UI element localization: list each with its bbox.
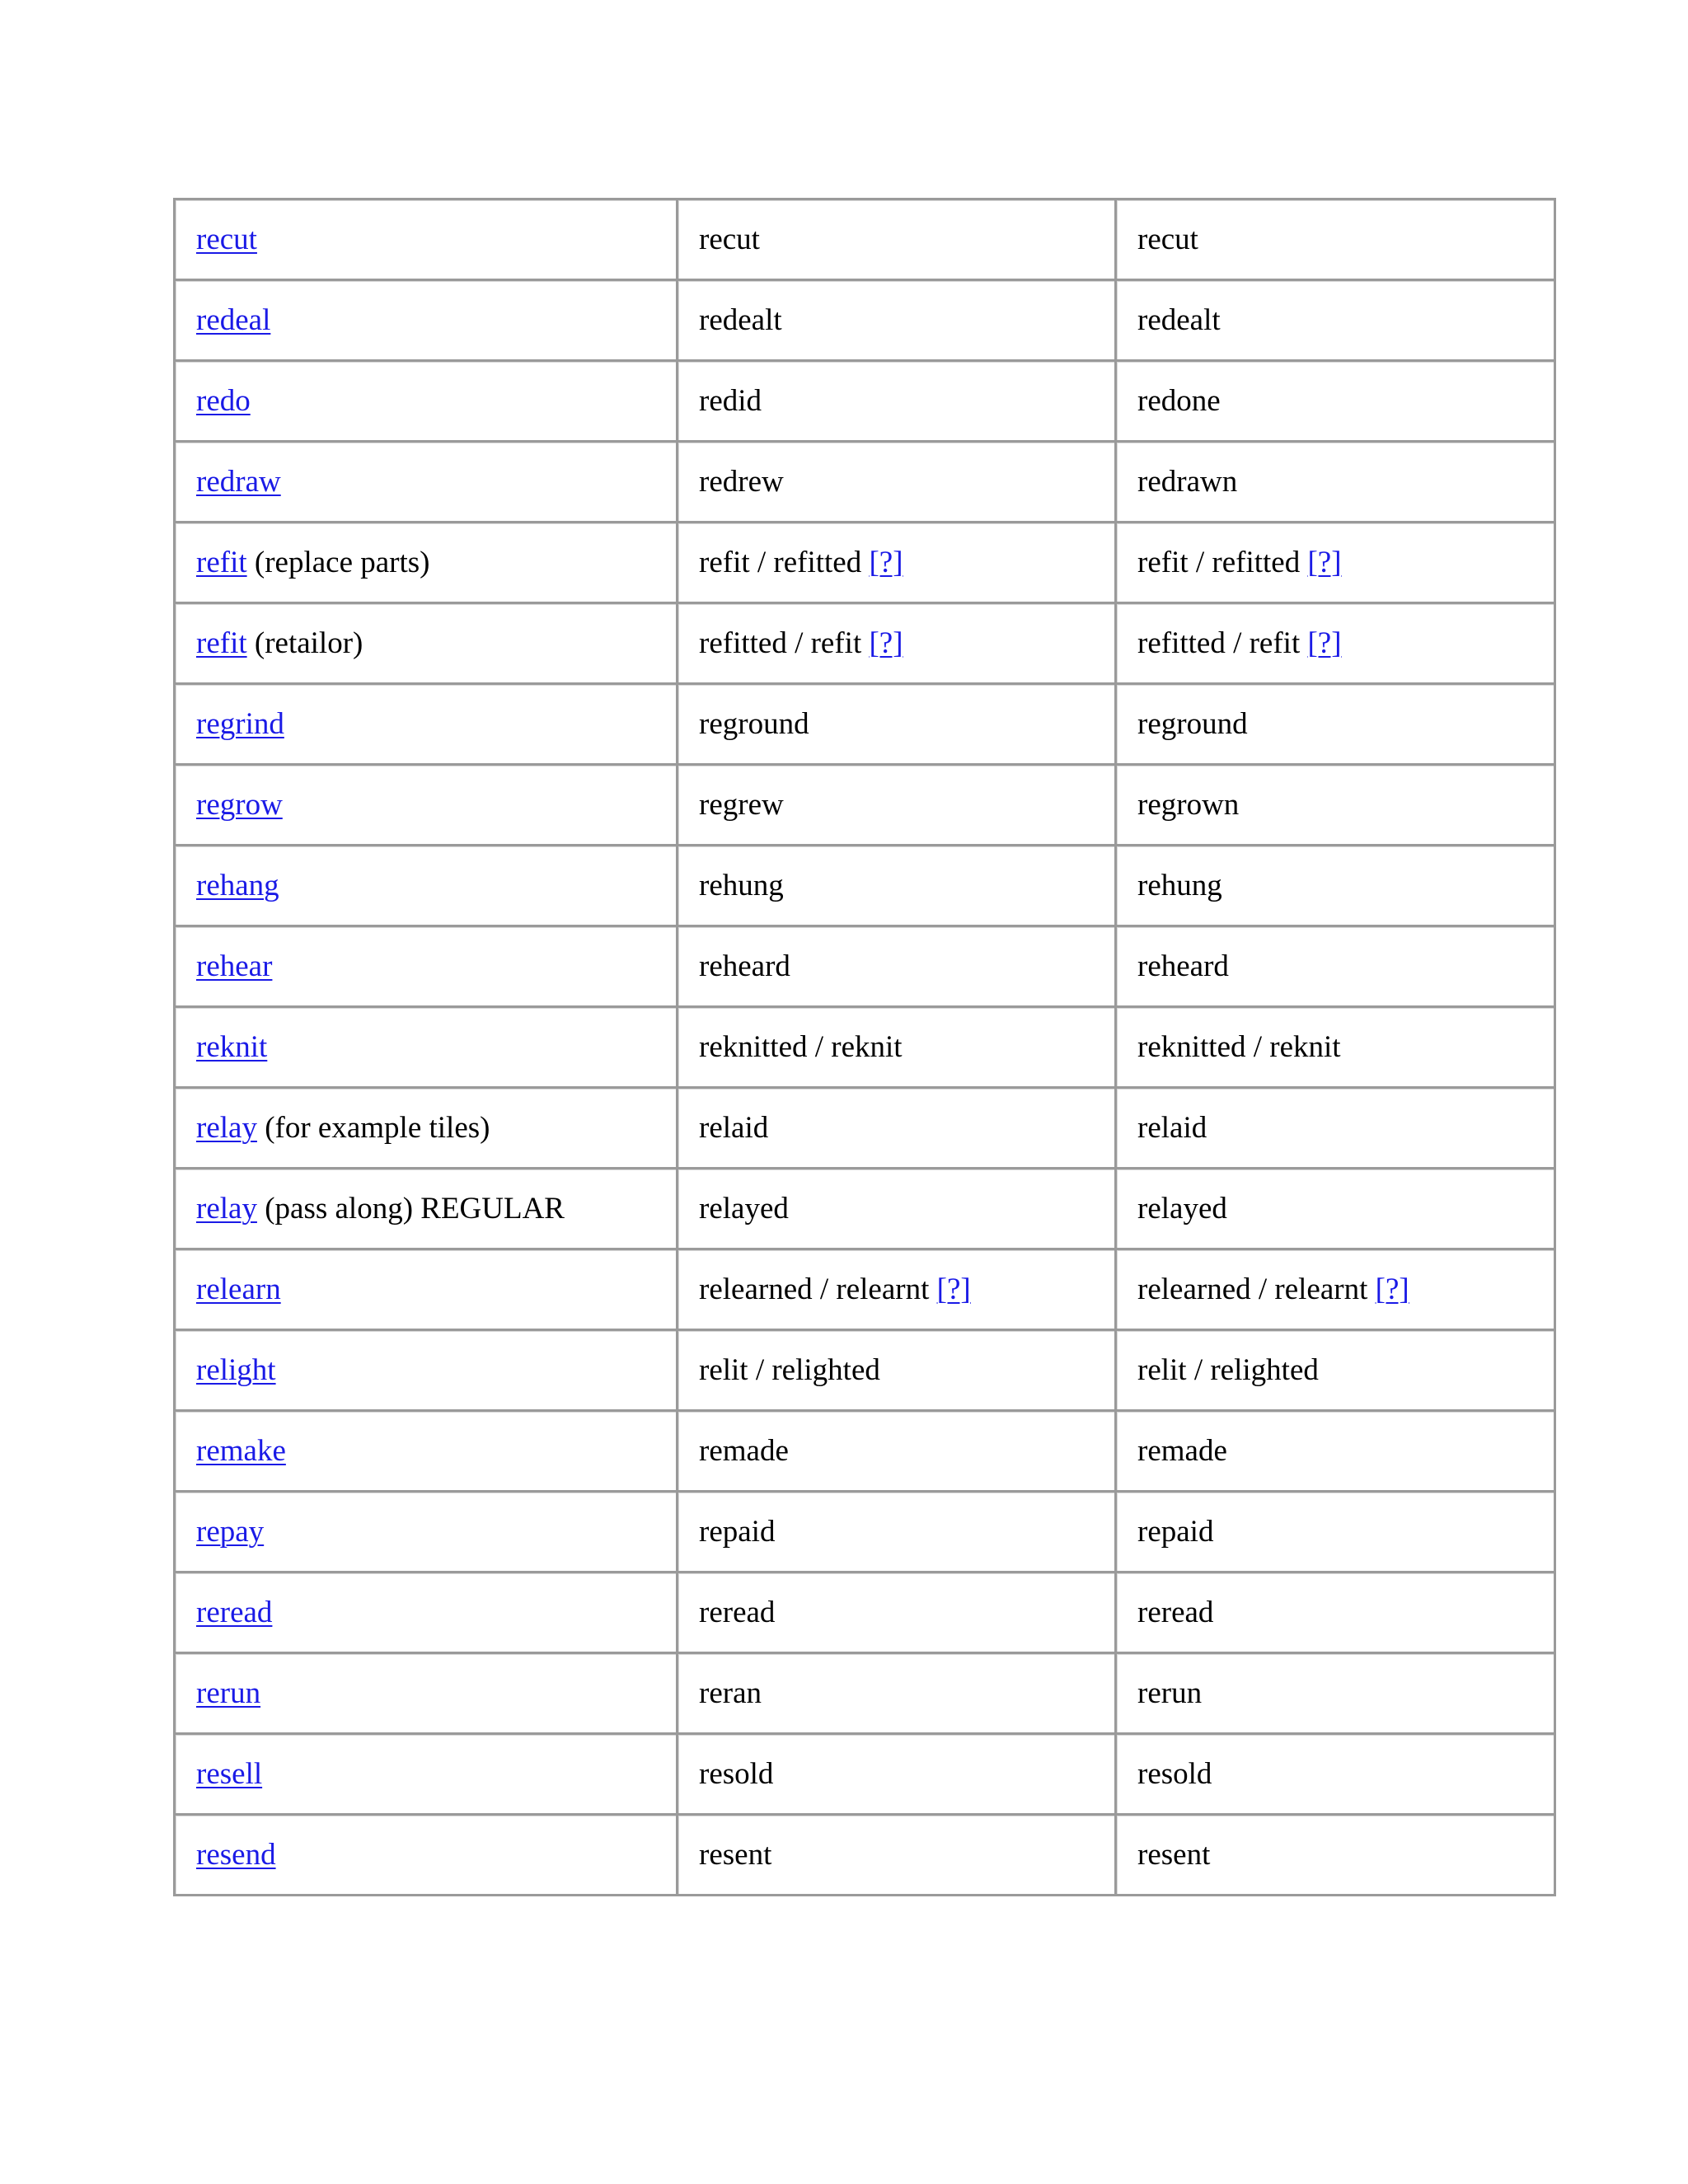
base-form-link[interactable]: remake	[196, 1433, 286, 1468]
table-row	[175, 361, 1555, 442]
base-form-cell	[175, 1815, 678, 1896]
base-form-link[interactable]: rerun	[196, 1675, 261, 1710]
past-tense-text: reground	[699, 706, 809, 741]
past-tense-cell	[678, 199, 1116, 280]
past-tense-text: repaid	[699, 1514, 776, 1549]
table-row	[175, 1572, 1555, 1653]
past-tense-text: refitted / refit	[699, 626, 862, 660]
past-participle-text: redone	[1137, 383, 1221, 418]
past-participle-cell	[1116, 523, 1555, 603]
table-row	[175, 1249, 1555, 1330]
past-tense-text: reknitted / reknit	[699, 1029, 903, 1064]
past-tense-text: relaid	[699, 1110, 769, 1145]
past-participle-cell	[1116, 1249, 1555, 1330]
past-tense-cell	[678, 1249, 1116, 1330]
past-tense-cell	[678, 1088, 1116, 1169]
past-participle-text: redealt	[1137, 302, 1221, 337]
base-form-cell	[175, 1088, 678, 1169]
base-form-link[interactable]: resend	[196, 1837, 276, 1872]
past-participle-cell	[1116, 1330, 1555, 1411]
past-participle-cell	[1116, 926, 1555, 1007]
base-form-cell	[175, 1492, 678, 1572]
base-form-link[interactable]: refit	[196, 545, 247, 579]
past-participle-text: refit / refitted	[1137, 545, 1301, 579]
past-tense-text: relit / relighted	[699, 1352, 880, 1387]
past-tense-ref-link[interactable]: [?]	[869, 545, 903, 579]
past-participle-cell	[1116, 1169, 1555, 1249]
past-participle-cell	[1116, 1088, 1555, 1169]
past-participle-cell	[1116, 684, 1555, 765]
base-form-cell	[175, 280, 678, 361]
table-row	[175, 1411, 1555, 1492]
past-tense-text: rehung	[699, 868, 784, 902]
base-form-link[interactable]: refit	[196, 626, 247, 660]
past-tense-cell	[678, 1815, 1116, 1896]
past-participle-ref-link[interactable]: [?]	[1307, 626, 1342, 660]
table-row	[175, 684, 1555, 765]
past-tense-text: reheard	[699, 949, 790, 983]
verb-table-body	[175, 199, 1555, 1896]
base-form-cell	[175, 361, 678, 442]
past-participle-text: reheard	[1137, 949, 1229, 983]
base-form-cell	[175, 1411, 678, 1492]
base-form-link[interactable]: relay	[196, 1110, 257, 1145]
table-row	[175, 1653, 1555, 1734]
base-form-cell	[175, 765, 678, 846]
past-participle-cell	[1116, 1734, 1555, 1815]
past-participle-cell	[1116, 361, 1555, 442]
past-tense-ref-link[interactable]: [?]	[869, 626, 903, 660]
base-form-cell	[175, 1734, 678, 1815]
base-form-link[interactable]: rehang	[196, 868, 279, 902]
past-participle-text: reground	[1137, 706, 1248, 741]
base-form-cell	[175, 603, 678, 684]
past-participle-cell	[1116, 442, 1555, 523]
table-row	[175, 1007, 1555, 1088]
past-participle-text: relaid	[1137, 1110, 1207, 1145]
base-form-link[interactable]: recut	[196, 222, 257, 256]
table-row	[175, 199, 1555, 280]
base-form-note: (pass along) REGULAR	[265, 1191, 565, 1226]
past-tense-cell	[678, 280, 1116, 361]
base-form-cell	[175, 1572, 678, 1653]
base-form-link[interactable]: redeal	[196, 302, 271, 337]
past-participle-text: relayed	[1137, 1191, 1227, 1226]
past-participle-text: repaid	[1137, 1514, 1214, 1549]
table-row	[175, 1815, 1555, 1896]
base-form-note: (retailor)	[254, 626, 363, 660]
past-participle-cell	[1116, 1411, 1555, 1492]
table-row	[175, 280, 1555, 361]
table-row	[175, 1734, 1555, 1815]
past-participle-cell	[1116, 1007, 1555, 1088]
base-form-cell	[175, 1169, 678, 1249]
past-participle-text: rerun	[1137, 1675, 1203, 1710]
past-tense-cell	[678, 684, 1116, 765]
past-participle-text: reread	[1137, 1595, 1214, 1629]
past-participle-text: refitted / refit	[1137, 626, 1301, 660]
past-tense-text: resent	[699, 1837, 772, 1872]
base-form-link[interactable]: relight	[196, 1352, 276, 1387]
table-row	[175, 1330, 1555, 1411]
base-form-link[interactable]: reknit	[196, 1029, 268, 1064]
table-row	[175, 523, 1555, 603]
past-tense-cell	[678, 1734, 1116, 1815]
past-participle-text: redrawn	[1137, 464, 1238, 499]
past-tense-cell	[678, 1572, 1116, 1653]
base-form-cell	[175, 1653, 678, 1734]
base-form-link[interactable]: regrow	[196, 787, 283, 822]
past-tense-cell	[678, 1007, 1116, 1088]
past-tense-cell	[678, 361, 1116, 442]
past-participle-ref-link[interactable]: [?]	[1375, 1272, 1409, 1306]
past-participle-text: resold	[1137, 1756, 1212, 1791]
past-tense-text: remade	[699, 1433, 789, 1468]
past-tense-cell	[678, 1411, 1116, 1492]
past-tense-text: relayed	[699, 1191, 789, 1226]
base-form-link[interactable]: resell	[196, 1756, 263, 1791]
table-row	[175, 1492, 1555, 1572]
base-form-cell	[175, 523, 678, 603]
base-form-link[interactable]: reread	[196, 1595, 273, 1629]
base-form-note: (replace parts)	[254, 545, 430, 579]
past-participle-cell	[1116, 603, 1555, 684]
table-row	[175, 765, 1555, 846]
table-row	[175, 1088, 1555, 1169]
past-participle-cell	[1116, 280, 1555, 361]
base-form-link[interactable]: redo	[196, 383, 251, 418]
table-row	[175, 846, 1555, 926]
past-participle-cell	[1116, 199, 1555, 280]
past-tense-text: redid	[699, 383, 762, 418]
past-tense-cell	[678, 765, 1116, 846]
past-participle-text: remade	[1137, 1433, 1227, 1468]
past-tense-cell	[678, 442, 1116, 523]
table-row	[175, 442, 1555, 523]
past-tense-cell	[678, 523, 1116, 603]
base-form-cell	[175, 1330, 678, 1411]
base-form-cell	[175, 199, 678, 280]
past-participle-ref-link[interactable]: [?]	[1307, 545, 1342, 579]
past-tense-cell	[678, 1492, 1116, 1572]
past-participle-text: resent	[1137, 1837, 1211, 1872]
past-participle-text: reknitted / reknit	[1137, 1029, 1341, 1064]
past-tense-cell	[678, 926, 1116, 1007]
base-form-link[interactable]: regrind	[196, 706, 284, 741]
past-participle-text: rehung	[1137, 868, 1222, 902]
past-participle-text: relearned / relearnt	[1137, 1272, 1368, 1306]
base-form-cell	[175, 926, 678, 1007]
past-participle-cell	[1116, 846, 1555, 926]
past-tense-cell	[678, 846, 1116, 926]
base-form-note: (for example tiles)	[265, 1110, 490, 1145]
verb-table	[173, 198, 1556, 1896]
past-tense-cell	[678, 1330, 1116, 1411]
past-tense-text: recut	[699, 222, 760, 256]
base-form-cell	[175, 846, 678, 926]
past-tense-text: refit / refitted	[699, 545, 862, 579]
past-participle-text: relit / relighted	[1137, 1352, 1319, 1387]
past-tense-cell	[678, 1169, 1116, 1249]
base-form-cell	[175, 1007, 678, 1088]
table-row	[175, 926, 1555, 1007]
base-form-link[interactable]: redraw	[196, 464, 281, 499]
past-participle-text: regrown	[1137, 787, 1240, 822]
past-tense-text: relearned / relearnt	[699, 1272, 930, 1306]
base-form-cell	[175, 1249, 678, 1330]
past-tense-text: redrew	[699, 464, 784, 499]
past-tense-ref-link[interactable]: [?]	[936, 1272, 971, 1306]
past-participle-cell	[1116, 1492, 1555, 1572]
past-participle-cell	[1116, 1815, 1555, 1896]
base-form-link[interactable]: relearn	[196, 1272, 281, 1306]
past-tense-text: resold	[699, 1756, 774, 1791]
past-tense-text: reread	[699, 1595, 776, 1629]
past-participle-cell	[1116, 1572, 1555, 1653]
past-tense-cell	[678, 603, 1116, 684]
table-row	[175, 603, 1555, 684]
past-tense-text: redealt	[699, 302, 782, 337]
base-form-cell	[175, 684, 678, 765]
base-form-link[interactable]: relay	[196, 1191, 257, 1226]
past-tense-cell	[678, 1653, 1116, 1734]
table-row	[175, 1169, 1555, 1249]
past-participle-cell	[1116, 765, 1555, 846]
base-form-link[interactable]: repay	[196, 1514, 265, 1549]
past-participle-text: recut	[1137, 222, 1198, 256]
past-participle-cell	[1116, 1653, 1555, 1734]
base-form-cell	[175, 442, 678, 523]
base-form-link[interactable]: rehear	[196, 949, 273, 983]
past-tense-text: reran	[699, 1675, 762, 1710]
past-tense-text: regrew	[699, 787, 784, 822]
